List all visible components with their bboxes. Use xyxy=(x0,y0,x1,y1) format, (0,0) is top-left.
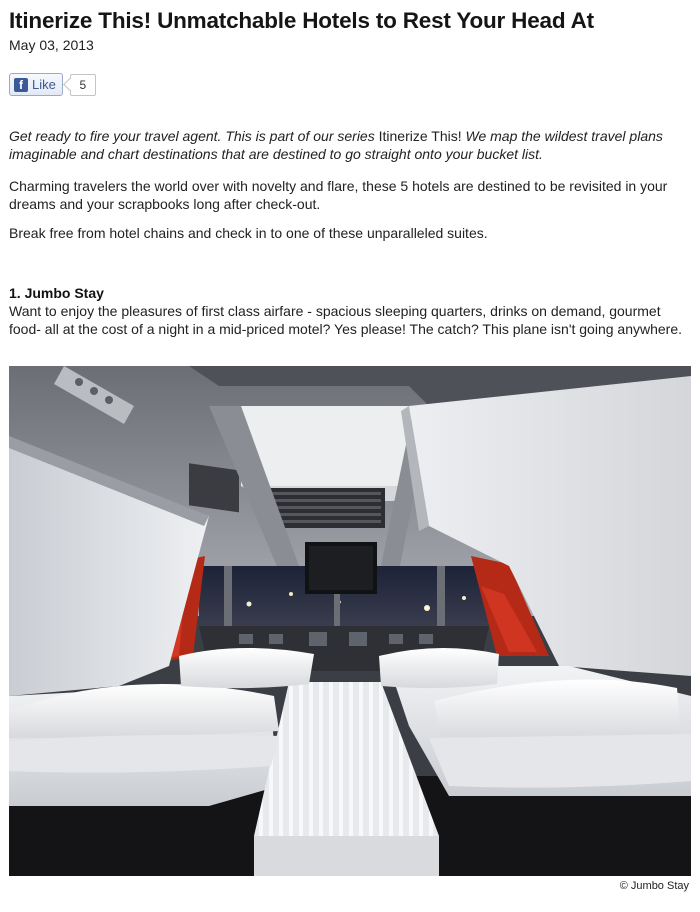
intro-text-part2: We map the wildest travel plans imaginable and chart destinations that are destined to go straight onto your bucket list. xyxy=(9,128,663,162)
facebook-icon: f xyxy=(14,78,28,92)
like-count-bubble xyxy=(70,74,96,96)
facebook-like-button[interactable] xyxy=(9,73,63,96)
body-paragraph: Break free from hotel chains and check in to one of these unparalleled suites. xyxy=(9,225,488,241)
body-paragraph: Charming travelers the world over with novelty and flare, these 5 hotels are destined to be revisited in your dreams and your scrapbooks long after check-out. xyxy=(9,178,668,212)
like-count: 5 xyxy=(70,74,96,96)
intro-text-part1: Get ready to fire your travel agent. This is part of our series xyxy=(9,128,379,144)
section-body: Want to enjoy the pleasures of first class airfare - spacious sleeping quarters, drinks on demand, gourmet food- all at the cost of a night in a mid-priced motel? Yes please! The catch? This plane isn't going anywhere. xyxy=(9,303,683,337)
series-name: Itinerize This! xyxy=(378,128,462,144)
section-title: 1. Jumbo Stay xyxy=(9,285,104,301)
social-bar xyxy=(9,72,96,97)
article-date: May 03, 2013 xyxy=(9,37,94,53)
photo-credit: © Jumbo Stay xyxy=(619,880,689,892)
article-title: Itinerize This! Unmatchable Hotels to Rest Your Head At xyxy=(9,8,594,33)
jumbo-stay-cockpit-photo xyxy=(9,366,691,876)
like-label: Like xyxy=(32,77,56,92)
cockpit-bedroom-illustration xyxy=(9,366,691,876)
intro-paragraph xyxy=(9,127,691,163)
